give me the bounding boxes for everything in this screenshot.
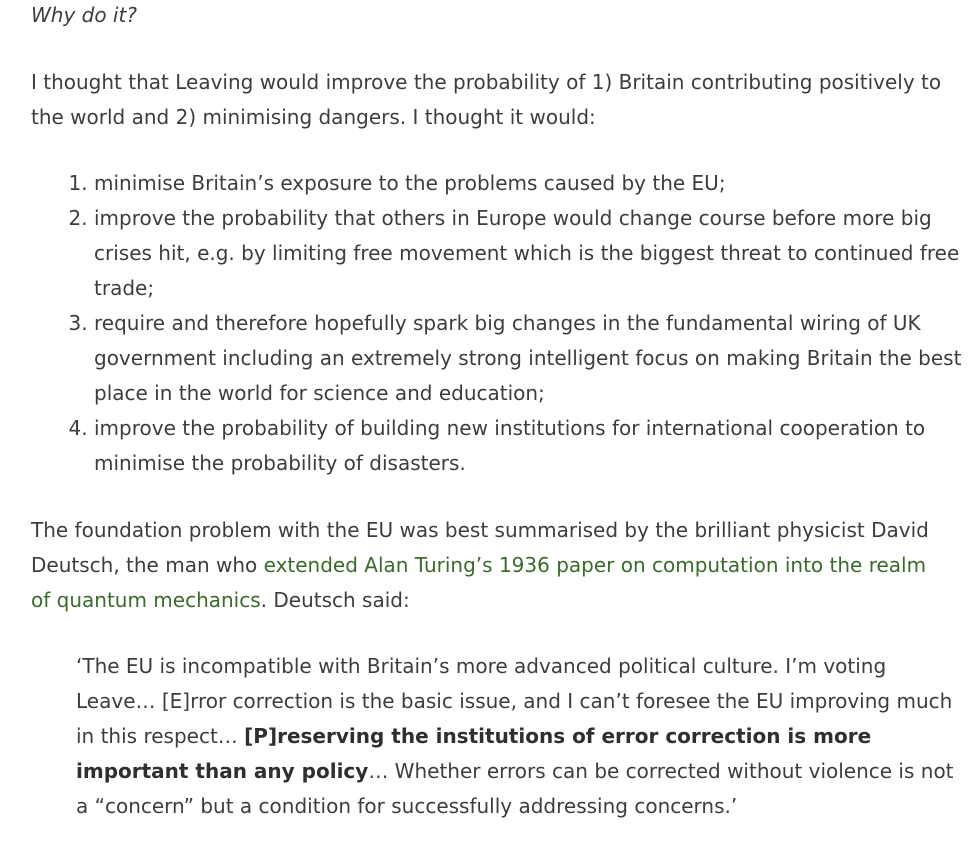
intro-paragraph: I thought that Leaving would improve the probability of 1) Britain contributing positively to the world and 2) minimising dangers. I thought it would: [31,70,942,129]
reasons-list [31,166,980,481]
section-subheading: Why do it? [31,3,137,27]
turing-paper-link[interactable]: extended Alan Turing’s 1936 paper on computation into the realm of quantum mechanics [31,553,927,612]
list-item: 3. require and therefore hopefully spark big changes in the fundamental wiring of UK government including an extremely strong intelligent focus on making Britain the best place in the world for science and education; [94,306,980,411]
list-item: 4. improve the probability of building new institutions for international cooperation to minimise the probability of disasters. [94,411,980,481]
quote-text-start: ‘The EU is incompatible with Britain’s more advanced political culture. I’m voting Leave… [E]rror correction is the basic issue, and I can’t foresee the EU improving much in this respect… [76,654,953,748]
foundation-text-before: The foundation problem with the EU was best summarised by the brilliant physicist David Deutsch, the man who [31,518,929,577]
list-item: 1. minimise Britain’s exposure to the problems caused by the EU; [94,166,980,201]
foundation-text-after: . Deutsch said: [260,588,410,612]
foundation-paragraph [31,513,951,618]
list-item: 2. improve the probability that others in Europe would change course before more big crises hit, e.g. by limiting free movement which is the biggest threat to continued free trade; [94,201,980,306]
deutsch-quote [76,649,966,824]
quote-text-end: … Whether errors can be corrected without violence is not a “concern” but a condition for successfully addressing concerns.’ [76,759,954,818]
quote-bold-text: [P]reserving the institutions of error correction is more important than any policy [76,724,872,783]
